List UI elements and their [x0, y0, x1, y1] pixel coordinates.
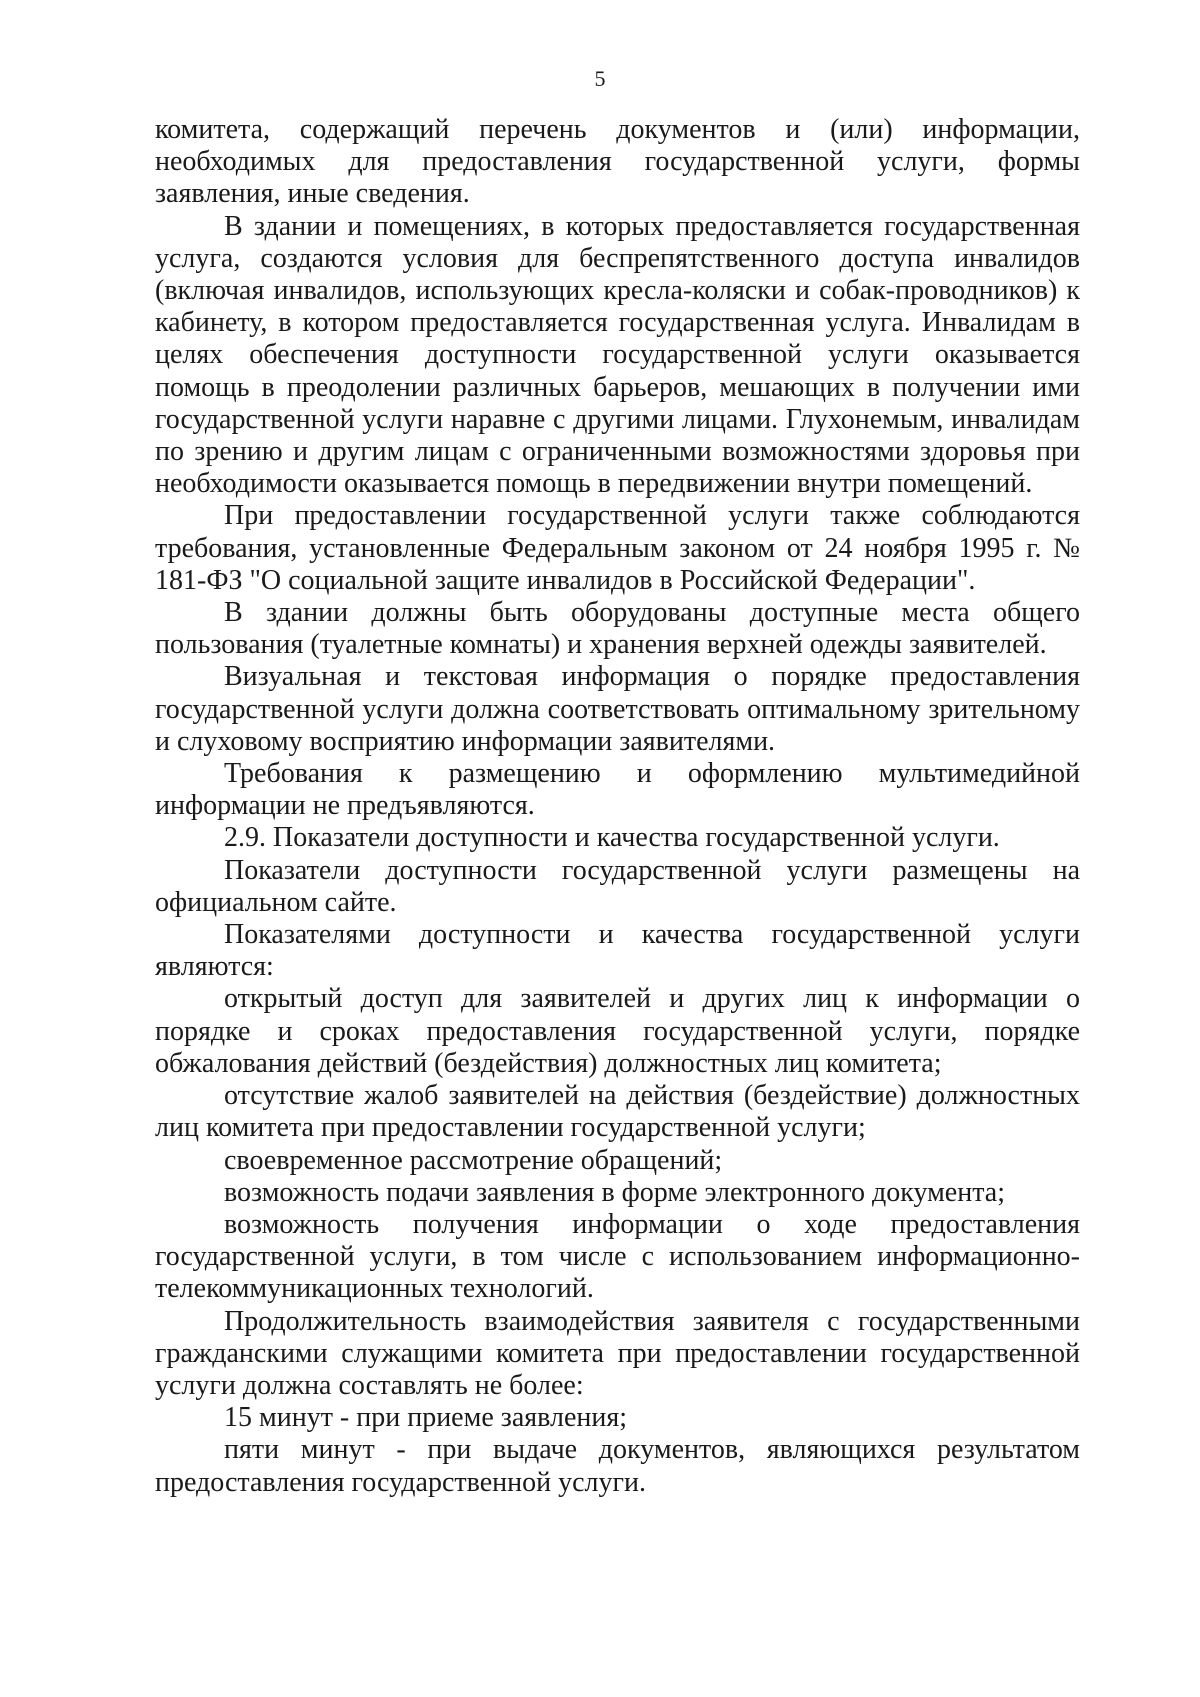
paragraph: При предоставлении государственной услуги также соблюдаются требования, установленные Федеральным законом от 24 ноября 1995 г. № 181-ФЗ "О социальной защите инвалидов в Российской Федерации".	[155, 500, 1080, 596]
document-body	[155, 114, 1080, 1499]
paragraph: Продолжительность взаимодействия заявителя с государственными гражданскими служащими комитета при предоставлении государственной услуги должна составлять не более:	[155, 1305, 1080, 1401]
paragraph: комитета, содержащий перечень документов и (или) информации, необходимых для предоставления государственной услуги, формы заявления, иные сведения.	[155, 114, 1080, 210]
list-item: отсутствие жалоб заявителей на действия (бездействие) должностных лиц комитета при предоставлении государственной услуги;	[155, 1080, 1080, 1144]
paragraph: В здании и помещениях, в которых предоставляется государственная услуга, создаются условия для беспрепятственного доступа инвалидов (включая инвалидов, использующих кресла-коляски и собак-проводников) к кабинету, в котором предоставляется государственная услуга. Инвалидам в целях обеспечения доступности государственной услуги оказывается помощь в преодолении различных барьеров, мешающих в получении ими государственной услуги наравне с другими лицами. Глухонемым, инвалидам по зрению и другим лицам с ограниченными возможностями здоровья при необходимости оказывается помощь в передвижении внутри помещений.	[155, 210, 1080, 500]
paragraph: Визуальная и текстовая информация о порядке предоставления государственной услуги должна соответствовать оптимальному зрительному и слуховому восприятию информации заявителями.	[155, 661, 1080, 757]
page-number: 5	[594, 66, 606, 91]
paragraph: Показатели доступности государственной услуги размещены на официальном сайте.	[155, 854, 1080, 918]
paragraph: Показателями доступности и качества государственной услуги являются:	[155, 919, 1080, 983]
list-item: 15 минут - при приеме заявления;	[224, 1402, 628, 1434]
section-heading: 2.9. Показатели доступности и качества государственной услуги.	[224, 822, 1000, 854]
list-item: пяти минут - при выдаче документов, являющихся результатом предоставления государственной услуги.	[155, 1434, 1080, 1498]
list-item: возможность подачи заявления в форме электронного документа;	[224, 1176, 1006, 1208]
list-item: своевременное рассмотрение обращений;	[224, 1144, 723, 1176]
list-item: возможность получения информации о ходе предоставления государственной услуги, в том числе с использованием информационно-телекоммуникационных технологий.	[155, 1208, 1080, 1305]
paragraph: Требования к размещению и оформлению мультимедийной информации не предъявляются.	[155, 758, 1080, 822]
list-item: открытый доступ для заявителей и других лиц к информации о порядке и сроках предоставления государственной услуги, порядке обжалования действий (бездействия) должностных лиц комитета;	[155, 983, 1080, 1079]
paragraph: В здании должны быть оборудованы доступные места общего пользования (туалетные комнаты) и хранения верхней одежды заявителей.	[155, 597, 1080, 661]
